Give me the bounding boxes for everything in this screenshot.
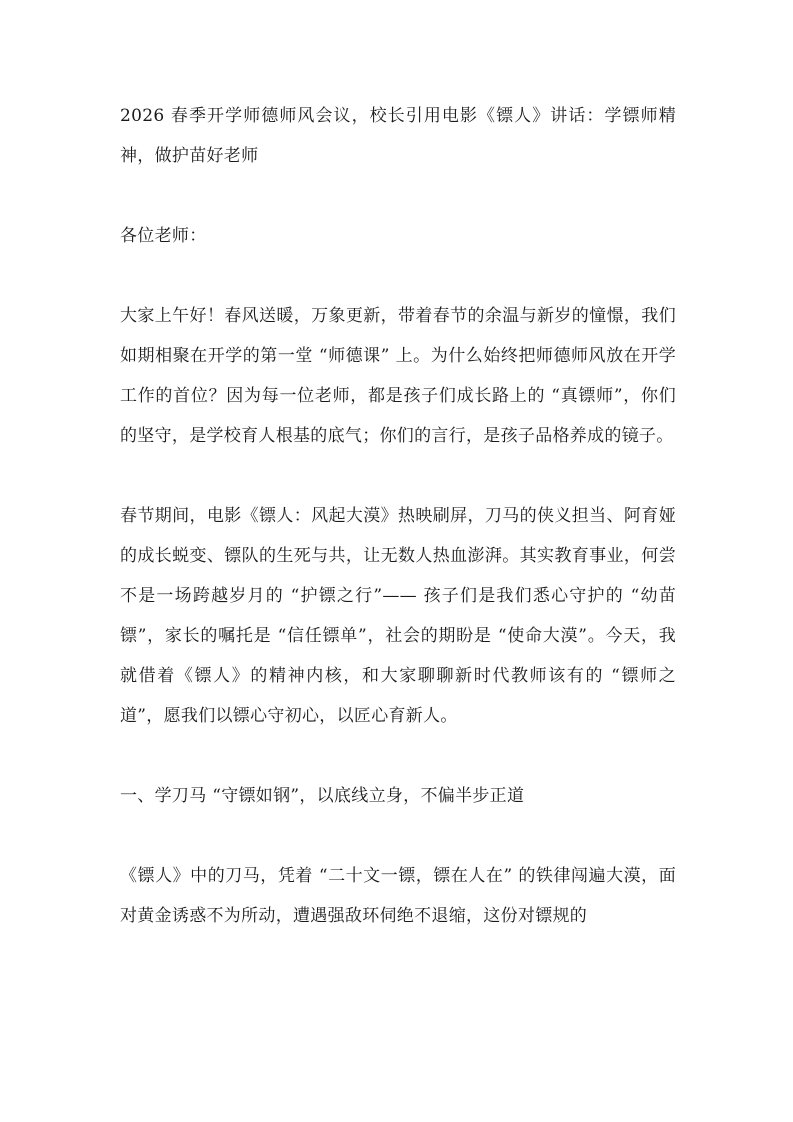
- document-page: [120, 96, 676, 936]
- paragraph-section-1: 《镖人》中的刀马，凭着 “二十文一镖，镖在人在” 的铁律闯遍大漠，面对黄金诱惑不为所动，遭遇强敌环伺绝不退缩，这份对镖规的: [120, 866, 676, 926]
- paragraph-biaoren-intro: 春节期间，电影《镖人：风起大漠》热映刷屏，刀马的侠义担当、阿育娅的成长蜕变、镖队的生死与共，让无数人热血澎湃。其实教育事业，何尝不是一场跨越岁月的 “护镖之行”—— 孩子们是我们悉心守护的 “幼苗镖”，家长的嘱托是 “信任镖单”，社会的期盼是 “使命大漠”。今天，我就借着《镖人》的精神内核，和大家聊聊新时代教师该有的 “镖师之道”，愿我们以镖心守初心，以匠心育新人。: [120, 506, 676, 726]
- section-heading-1: 一、学刀马 “守镖如钢”，以底线立身，不偏半步正道: [120, 786, 525, 806]
- document-title: 2026 春季开学师德师风会议，校长引用电影《镖人》讲话：学镖师精神，做护苗好老师: [120, 106, 676, 166]
- paragraph-opening: 大家上午好！春风送暖，万象更新，带着春节的余温与新岁的憧憬，我们如期相聚在开学的第一堂 “师德课” 上。为什么始终把师德师风放在开学工作的首位？因为每一位老师，都是孩子们成长路上的 “真镖师”，你们的坚守，是学校育人根基的底气；你们的言行，是孩子品格养成的镜子。: [120, 306, 676, 446]
- greeting: 各位老师：: [120, 226, 207, 246]
